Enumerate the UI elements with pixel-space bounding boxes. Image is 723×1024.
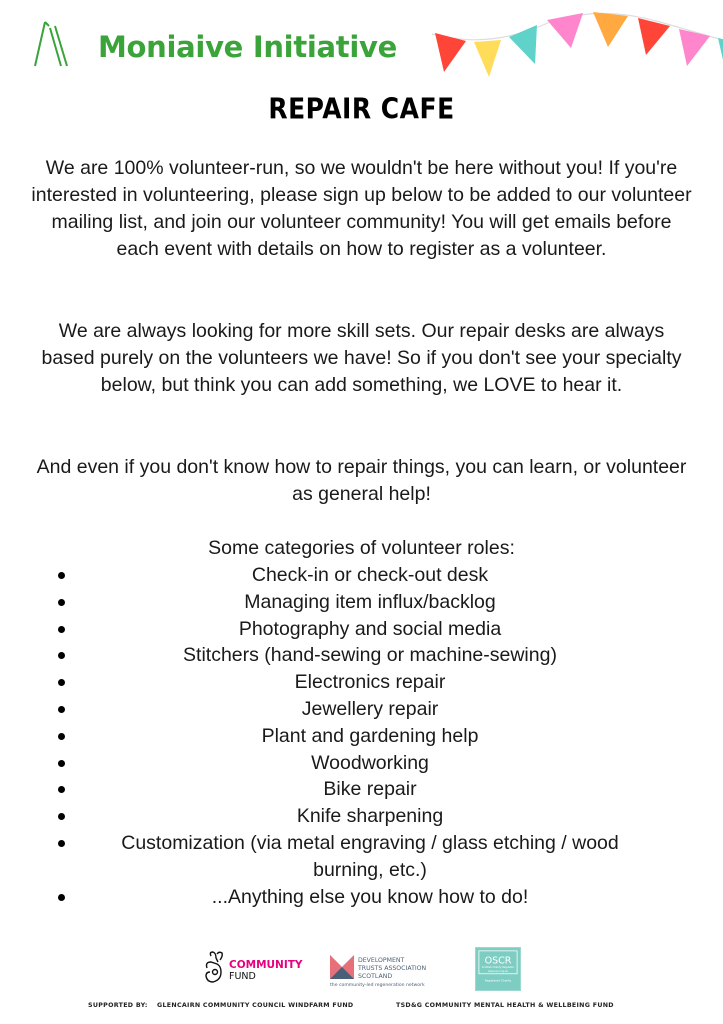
- dta-scotland-logo: [330, 953, 445, 989]
- bullet-icon: [58, 813, 65, 820]
- dta-line3: SCOTLAND: [358, 973, 393, 980]
- list-item: [0, 830, 723, 884]
- oscr-name: OSCR: [484, 955, 512, 967]
- role-label: ...Anything else you know how to do!: [211, 885, 529, 908]
- role-label: Customization (via metal engraving / glass etching / wood burning, etc.): [121, 831, 619, 881]
- bunting-flag: [593, 12, 628, 47]
- fund-tsdg: TSD&G COMMUNITY MENTAL HEALTH & WELLBEING FUND: [396, 1002, 614, 1009]
- role-label: Check-in or check-out desk: [251, 564, 489, 586]
- role-label: Jewellery repair: [301, 697, 439, 720]
- crossed-fingers-icon: [206, 952, 222, 982]
- bullet-icon: [58, 760, 65, 767]
- bunting-flag: [547, 13, 583, 48]
- sponsor-logos: [0, 945, 723, 995]
- dta-line2: TRUSTS ASSOCIATION: [358, 965, 427, 972]
- intro-paragraph: We are 100% volunteer-run, so we wouldn't be here without you! If you're interested in volunteering, please sign up below to be added to our volunteer mailing list, and join our volunteer community! You will get emails before each event with details on how to register as a volunteer.: [31, 157, 692, 260]
- bunting-flag: [718, 38, 723, 60]
- bullet-icon: [58, 706, 65, 713]
- list-item: [0, 696, 723, 723]
- roles-heading: Some categories of volunteer roles:: [208, 537, 515, 559]
- supported-by-label: SUPPORTED BY:: [88, 1002, 148, 1009]
- footer: [0, 1000, 723, 1014]
- bullet-icon: [58, 733, 65, 740]
- list-item: [0, 750, 723, 777]
- dta-tagline: the community-led regeneration network: [330, 983, 425, 988]
- community-fund-line2: FUND: [229, 971, 256, 982]
- list-item: [0, 776, 723, 803]
- role-label: Managing item influx/backlog: [244, 590, 496, 613]
- list-item: [0, 562, 723, 589]
- oscr-sub2: www.oscr.org.uk: [487, 969, 509, 973]
- saltire-icon: [330, 955, 354, 979]
- role-label: Woodworking: [311, 751, 429, 774]
- logo-text: Moniaive Initiative: [98, 30, 397, 64]
- role-label: Knife sharpening: [296, 805, 444, 828]
- bullet-icon: [58, 599, 65, 606]
- dta-line1: DEVELOPMENT: [358, 957, 405, 964]
- bullet-icon: [58, 679, 65, 686]
- list-item: [0, 642, 723, 669]
- list-item: [0, 723, 723, 750]
- bullet-icon: [58, 786, 65, 793]
- community-fund-line1: COMMUNITY: [229, 959, 303, 971]
- roles-list: [0, 562, 723, 910]
- role-label: Plant and gardening help: [261, 724, 479, 747]
- bunting-icon: [430, 0, 723, 90]
- page-title: REPAIR CAFE: [268, 91, 455, 126]
- role-label: Photography and social media: [238, 617, 502, 640]
- oscr-sub3: Registered Charity: [484, 978, 512, 983]
- skills-paragraph: We are always looking for more skill sets. Our repair desks are always based purely on the volunteers we have! So if you don't see your specialty below, but think you can add something, we LOVE to hear it.: [41, 320, 682, 396]
- mountain-lines-icon: [33, 20, 83, 68]
- bullet-icon: [58, 840, 65, 847]
- general-help-paragraph: And even if you don't know how to repair things, you can learn, or volunteer as general help!: [36, 456, 687, 505]
- bunting-flag: [474, 40, 501, 77]
- bunting-flag: [509, 25, 537, 64]
- list-item: [0, 589, 723, 616]
- oscr-logo: [475, 947, 521, 991]
- oscr-sub1: Scottish Charity Regulator: [481, 966, 515, 970]
- role-label: Electronics repair: [294, 671, 446, 694]
- list-item: [0, 884, 723, 911]
- fund-glencairn: GLENCAIRN COMMUNITY COUNCIL WINDFARM FUND: [157, 1002, 354, 1009]
- role-label: Stitchers (hand-sewing or machine-sewing): [183, 644, 557, 667]
- role-label: Bike repair: [323, 778, 417, 801]
- list-item: [0, 803, 723, 830]
- bullet-icon: [58, 572, 65, 579]
- community-fund-logo: [203, 950, 313, 986]
- header: [0, 0, 723, 90]
- bullet-icon: [58, 626, 65, 633]
- bullet-icon: [58, 894, 65, 901]
- list-item: [0, 669, 723, 696]
- bullet-icon: [58, 652, 65, 659]
- list-item: [0, 616, 723, 643]
